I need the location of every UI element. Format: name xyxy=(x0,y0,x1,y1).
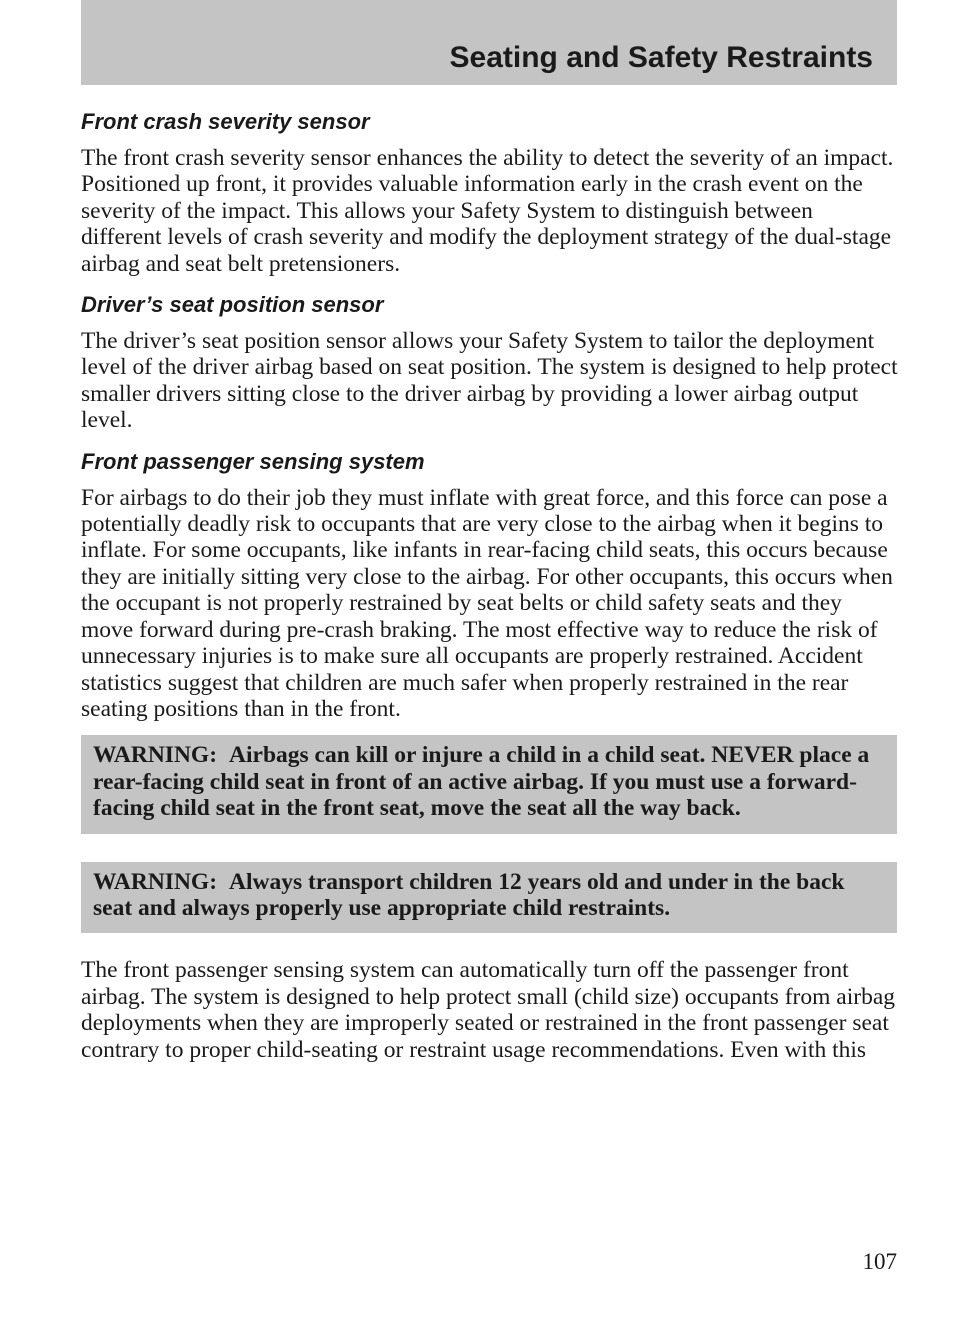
section-body: For airbags to do their job they must inflate with great force, and this force can pose a potentially deadly risk to occupants that are very close to the airbag when it begins to inflate. For some occupants, like infants in rear-facing child seats, this occurs because they are initially sitting very close to the airbag. For other occupants, this occurs when the occupant is not properly restrained by seat belts or child safety seats and they move forward during pre-crash braking. The most effective way to reduce the risk of unnecessary injuries is to make sure all occupants are properly restrained. Accident statistics suggest that children are much safer when properly restrained in the rear seating positions than in the front. xyxy=(81,484,893,722)
header-bar xyxy=(81,0,897,85)
section-front-passenger-sensing-system xyxy=(81,447,899,723)
section-drivers-seat-position-sensor xyxy=(81,290,899,434)
section-heading: Driver’s seat position sensor xyxy=(81,292,384,318)
section-front-crash-severity-sensor xyxy=(81,107,899,277)
section-heading: Front crash severity sensor xyxy=(81,109,370,134)
page-content xyxy=(81,107,899,1076)
warning-label: WARNING: xyxy=(93,742,218,769)
section-heading: Front passenger sensing system xyxy=(81,448,425,474)
warning-label: WARNING: xyxy=(93,868,218,895)
warning-text: Always transport children 12 years old and under in the back seat and always properly use appropriate child restraints. xyxy=(93,868,845,921)
warning-box-back-seat xyxy=(81,862,897,934)
warning-box-child-seat xyxy=(81,735,897,833)
closing-paragraph: The front passenger sensing system can automatically turn off the passenger front airbag. The system is designed to help protect small (child size) occupants from airbag deployments when they are improperly seated or restrained in the front passenger seat contrary to proper child-seating or restraint usage recommendations. Even with this xyxy=(81,957,895,1063)
section-body: The driver’s seat position sensor allows your Safety System to tailor the deployment level of the driver airbag based on seat position. The system is designed to help protect smaller drivers sitting close to the driver airbag by providing a lower airbag output level. xyxy=(81,328,898,434)
warning-text: Airbags can kill or injure a child in a child seat. NEVER place a rear-facing child seat in front of an active airbag. If you must use a forward-facing child seat in the front seat, move the seat all the way back. xyxy=(93,742,870,822)
warning-spacer xyxy=(81,834,899,862)
page-title: Seating and Safety Restraints xyxy=(449,41,873,74)
page-number: 107 xyxy=(862,1249,897,1274)
section-body: The front crash severity sensor enhances the ability to detect the severity of an impact. Positioned up front, it provides valuable information early in the crash event on the severity of the impact. This allows your Safety System to distinguish between different levels of crash severity and modify the deployment strategy of the dual-stage airbag and seat belt pretensioners. xyxy=(81,145,894,277)
